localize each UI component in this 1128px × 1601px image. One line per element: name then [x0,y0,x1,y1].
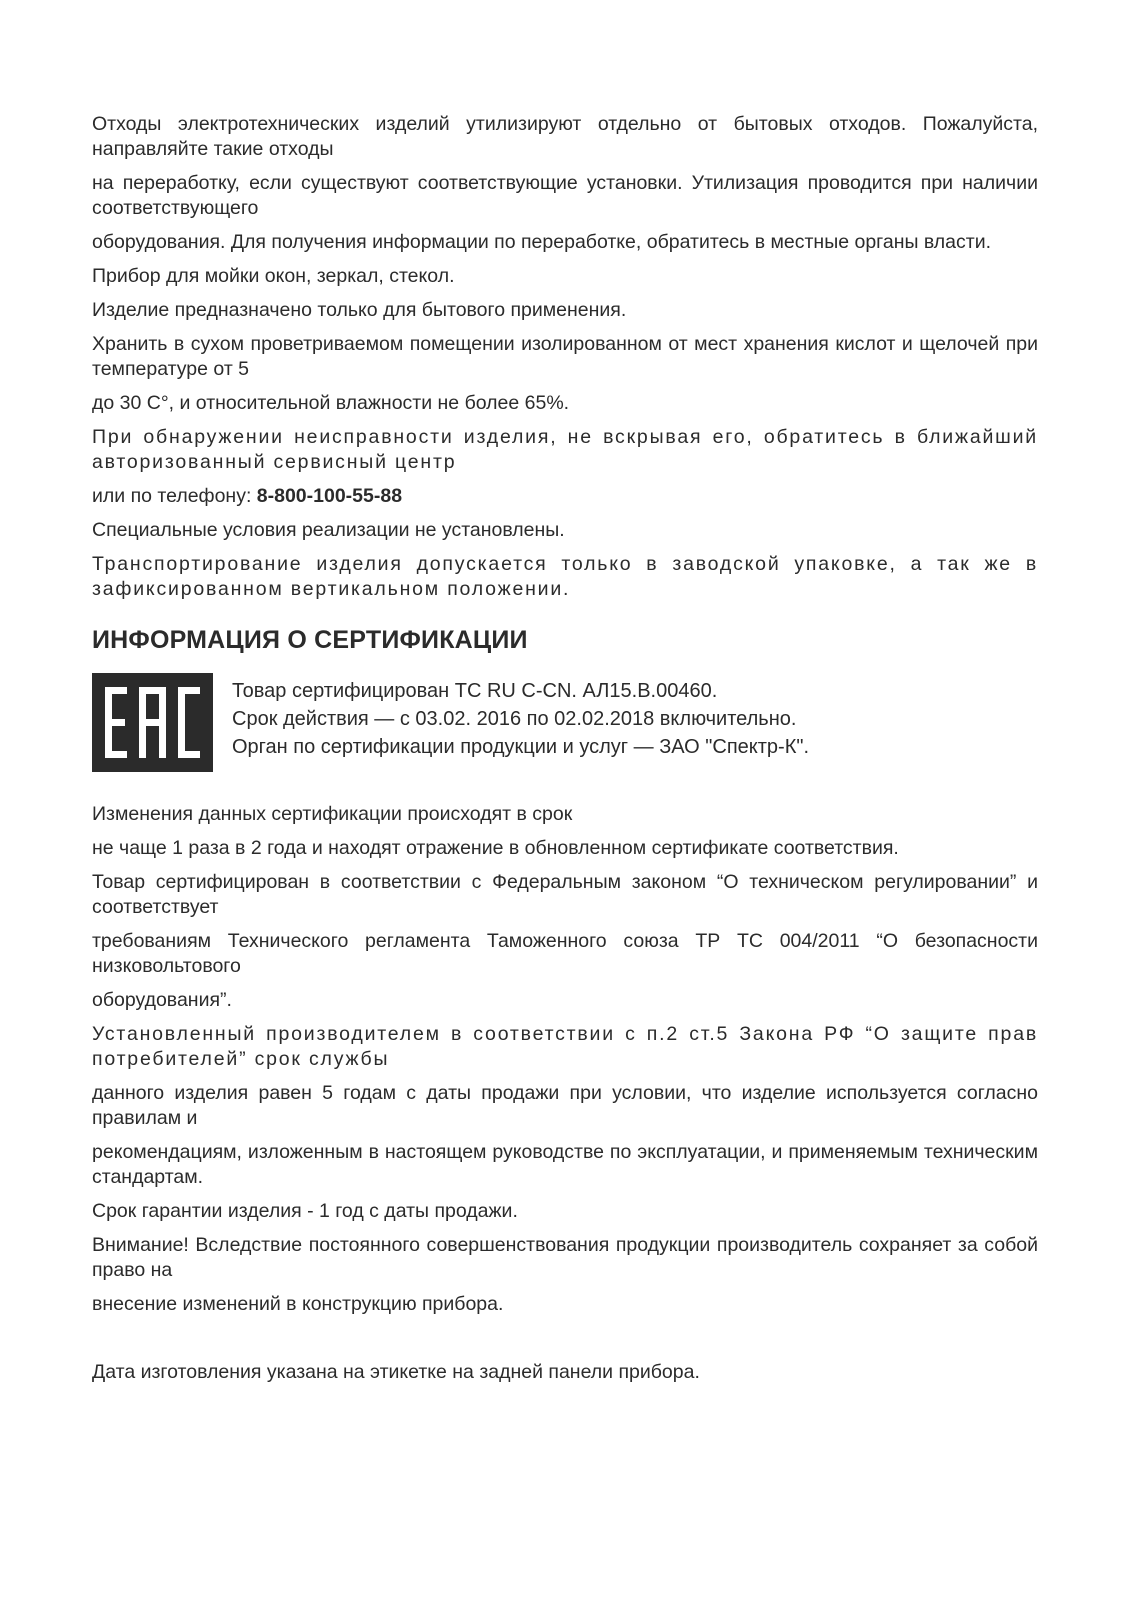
eac-logo-icon [92,673,213,772]
paragraph-service-life-2: данного изделия равен 5 годам с даты продажи при условии, что изделие используется согласно правилам и [92,1082,1038,1129]
paragraph-household-use: Изделие предназначено только для бытового применения. [92,299,627,321]
certificate-validity: Срок действия — с 03.02. 2016 по 02.02.2018 включительно. [232,708,797,730]
phone-number: 8-800-100-55-88 [256,485,403,507]
paragraph-warranty: Срок гарантии изделия - 1 год с даты продажи. [92,1200,518,1222]
paragraph-cert-changes-1: Изменения данных сертификации происходят в срок [92,803,573,825]
paragraph-waste-1: Отходы электротехнических изделий утилизируют отдельно от бытовых отходов. Пожалуйста, направляйте такие отходы [92,113,1038,160]
certification-details [232,677,809,761]
paragraph-storage-2: до 30 С°, и относительной влажности не более 65%. [92,392,570,414]
paragraph-manufacture-date: Дата изготовления указана на этикетке на задней панели прибора. [92,1361,700,1383]
paragraph-equipment: оборудования”. [92,989,232,1011]
certification-body: Орган по сертификации продукции и услуг — ЗАО "Спектр-К". [232,736,810,758]
paragraph-transport: Транспортирование изделия допускается только в заводской упаковке, а так же в зафиксированном вертикальном положении. [92,553,1038,600]
paragraph-waste-3: оборудования. Для получения информации по переработке, обратитесь в местные органы власти. [92,231,992,253]
document-page [92,112,1038,1394]
paragraph-waste-2: на переработку, если существуют соответствующие установки. Утилизация проводится при наличии соответствующего [92,172,1038,219]
paragraph-service-center: При обнаружении неисправности изделия, не вскрывая его, обратитесь в ближайший авторизованный сервисный центр [92,426,1038,473]
paragraph-federal-law: Товар сертифицирован в соответствии с Федеральным законом “О техническом регулировании” и соответствует [92,871,1038,918]
certification-heading: ИНФОРМАЦИЯ О СЕРТИФИКАЦИИ [92,626,528,654]
paragraph-service-life-1: Установленный производителем в соответствии с п.2 ст.5 Закона РФ “О защите прав потребителей” срок службы [92,1023,1038,1070]
paragraph-service-life-3: рекомендациям, изложенным в настоящем руководстве по эксплуатации, и применяемым техническим стандартам. [92,1141,1038,1188]
paragraph-sale-conditions: Специальные условия реализации не установлены. [92,519,565,541]
paragraph-attention-1: Внимание! Вследствие постоянного совершенствования продукции производитель сохраняет за собой право на [92,1234,1038,1281]
spacer [92,1326,1038,1360]
certificate-number: Товар сертифицирован ТС RU С-CN. АЛ15.В.00460. [232,680,718,702]
paragraph-tech-regulation: требованиям Технического регламента Таможенного союза ТР ТС 004/2011 “О безопасности низковольтового [92,930,1038,977]
paragraph-attention-2: внесение изменений в конструкцию прибора. [92,1293,504,1315]
paragraph-storage-1: Хранить в сухом проветриваемом помещении изолированном от мест хранения кислот и щелочей при температуре от 5 [92,333,1038,380]
paragraph-purpose: Прибор для мойки окон, зеркал, стекол. [92,265,455,287]
paragraph-phone [92,484,1038,509]
certification-block [92,673,1038,772]
phone-prefix: или по телефону: [92,485,257,507]
paragraph-cert-changes-2: не чаще 1 раза в 2 года и находят отражение в обновленном сертификате соответствия. [92,837,899,859]
